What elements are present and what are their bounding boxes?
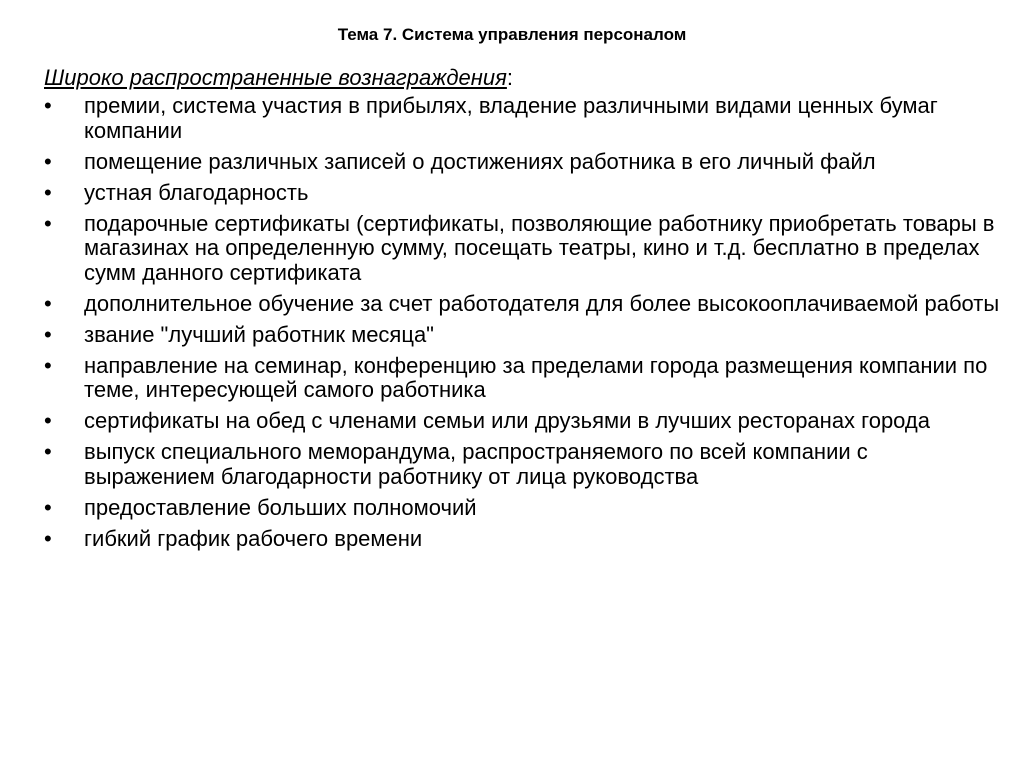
list-item — [44, 496, 1004, 521]
list-item — [44, 94, 1004, 143]
bullet-icon: • — [44, 148, 52, 174]
list-item-text: гибкий график рабочего времени — [84, 525, 423, 551]
list-item-text: направление на семинар, конференцию за пределами города размещения компании по теме, интересующей самого работника — [84, 352, 988, 402]
bullet-icon: • — [44, 352, 52, 378]
bullet-icon: • — [44, 494, 52, 520]
bullet-icon: • — [44, 210, 52, 236]
list-item-text: выпуск специального меморандума, распространяемого по всей компании с выражением благодарности работнику от лица руководства — [84, 439, 868, 489]
section-heading — [44, 65, 513, 90]
bullet-icon: • — [44, 93, 52, 118]
bullet-icon: • — [44, 321, 52, 347]
list-item-text: предоставление больших полномочий — [84, 494, 477, 520]
bullet-icon: • — [44, 290, 52, 316]
list-item — [44, 440, 1004, 489]
heading-colon: : — [506, 65, 514, 90]
bullet-icon: • — [44, 179, 52, 205]
rewards-list — [44, 94, 1004, 558]
list-item-text: подарочные сертификаты (сертификаты, позволяющие работнику приобретать товары в магазинах на определенную сумму, посещать театры, кино и т.д. бесплатно в пределах сумм данного сертификата — [84, 210, 995, 285]
list-item-text: премии, система участия в прибылях, владение различными видами ценных бумаг компании — [84, 93, 938, 143]
bullet-icon: • — [44, 408, 52, 433]
list-item-text: помещение различных записей о достижениях работника в его личный файл — [84, 148, 876, 174]
list-item-text: звание "лучший работник месяца" — [84, 321, 434, 347]
list-item — [44, 150, 1004, 175]
list-item — [44, 212, 1004, 286]
list-item — [44, 527, 1004, 552]
list-item-text: сертификаты на обед с членами семьи или друзьями в лучших ресторанах города — [84, 408, 931, 433]
section-heading-text: Широко распространенные вознаграждения — [44, 65, 507, 90]
list-item — [44, 181, 1004, 206]
list-item — [44, 354, 1004, 403]
page-title: Тема 7. Система управления персоналом — [337, 25, 687, 44]
bullet-icon: • — [44, 525, 52, 551]
list-item — [44, 323, 1004, 348]
list-item — [44, 409, 1004, 434]
list-item-text: устная благодарность — [84, 179, 309, 205]
list-item-text: дополнительное обучение за счет работодателя для более высокооплачиваемой работы — [84, 290, 1000, 316]
bullet-icon: • — [44, 439, 52, 464]
list-item — [44, 292, 1004, 317]
